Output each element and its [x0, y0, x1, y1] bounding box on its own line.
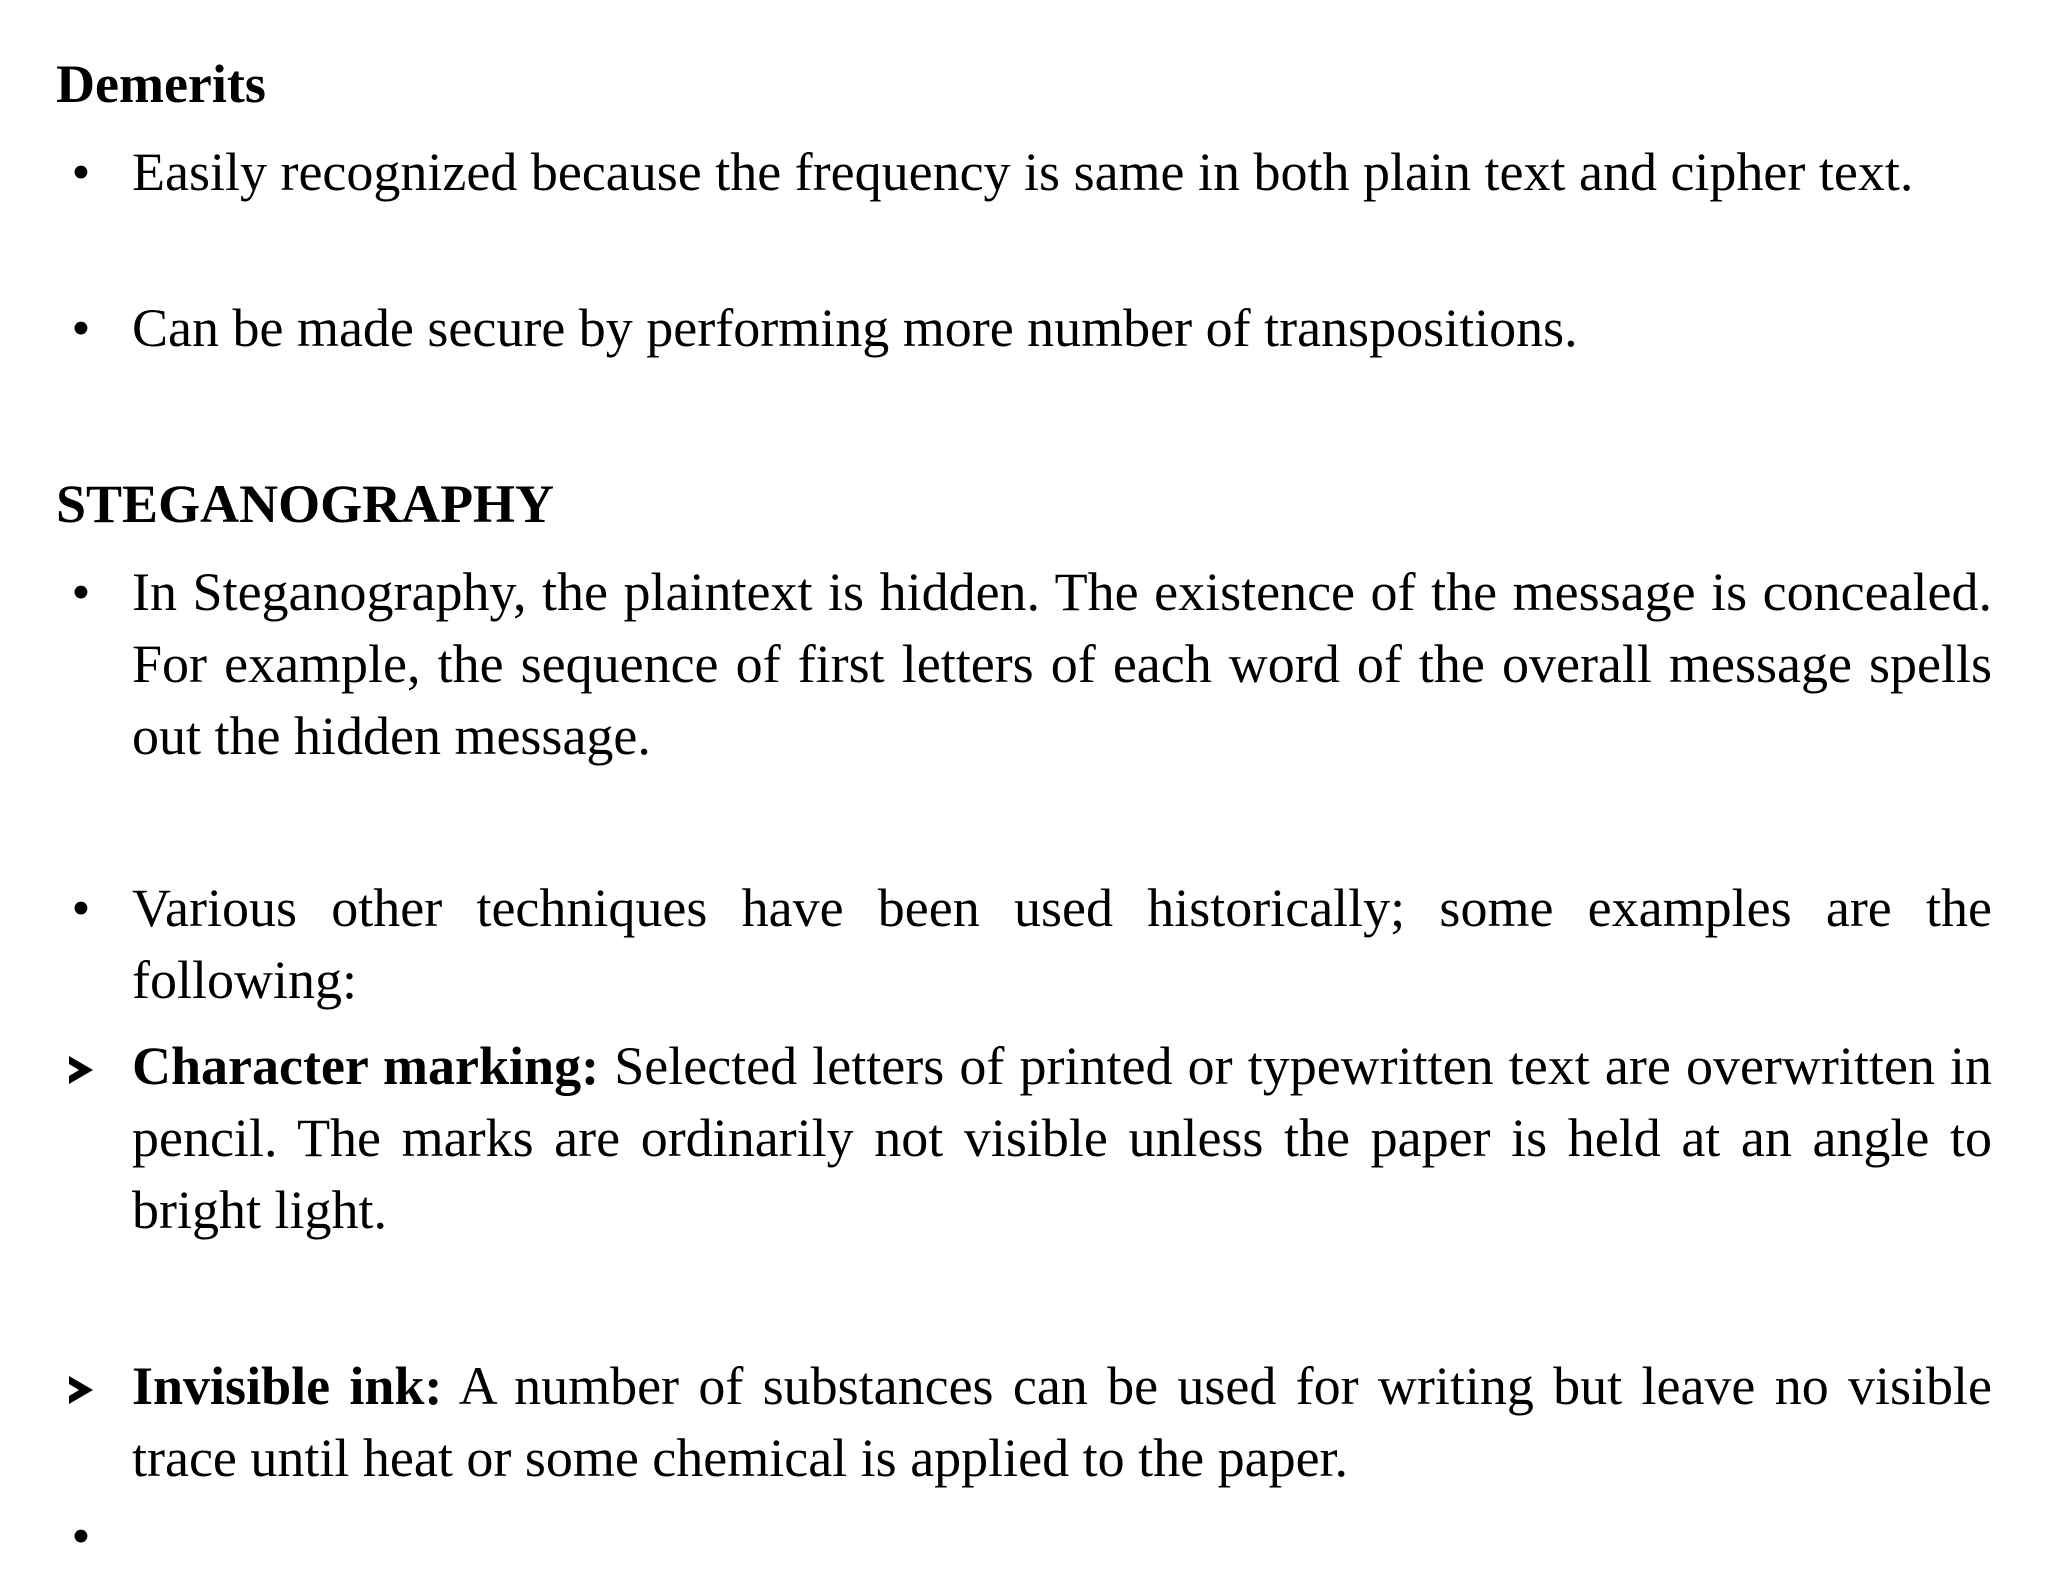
- bullet-dot-icon: •: [71, 1506, 91, 1566]
- bullet-dot-icon: •: [71, 562, 91, 622]
- arrow-bullet-icon: [56, 1030, 106, 1102]
- bullet-text: Various other techniques have been used historically; some examples are the following:: [132, 878, 1992, 1010]
- bullet-dot-icon: •: [71, 298, 91, 358]
- bullet-item-frequency: [56, 136, 1992, 208]
- bullet-dot-icon: •: [71, 878, 91, 938]
- arrow-item-text: [132, 1030, 1992, 1246]
- description-invisible-ink: A number of substances can be used for writing but leave no visible trace until heat or some chemical is applied to the paper.: [132, 1356, 1992, 1488]
- bullet-item-hidden-plaintext: [56, 556, 1992, 772]
- arrow-item-invisible-ink: [56, 1350, 1992, 1494]
- bullet-text: In Steganography, the plaintext is hidden. The existence of the message is concealed. For example, the sequence of first letters of each word of the overall message spells out the hidden message.: [132, 562, 1992, 766]
- heading-steganography: STEGANOGRAPHY: [56, 474, 555, 534]
- bullet-text: Easily recognized because the frequency is same in both plain text and cipher text.: [132, 142, 1914, 202]
- description-character-marking: Selected letters of printed or typewritten text are overwritten in pencil. The marks are ordinarily not visible unless the paper is held at an angle to bright light.: [132, 1036, 1993, 1240]
- heading-demerits: Demerits: [56, 54, 266, 114]
- bullet-item-transpositions: [56, 292, 1992, 364]
- arrow-bullet-icon: [56, 1350, 106, 1422]
- term-invisible-ink: Invisible ink:: [132, 1356, 443, 1416]
- arrow-item-text: [132, 1350, 1992, 1494]
- arrow-item-character-marking: [56, 1030, 1992, 1246]
- term-character-marking: Character marking:: [132, 1036, 600, 1096]
- bullet-item-other-techniques: [56, 872, 1992, 1016]
- bullet-dot-icon: •: [71, 142, 91, 202]
- bullet-text: Can be made secure by performing more number of transpositions.: [132, 298, 1578, 358]
